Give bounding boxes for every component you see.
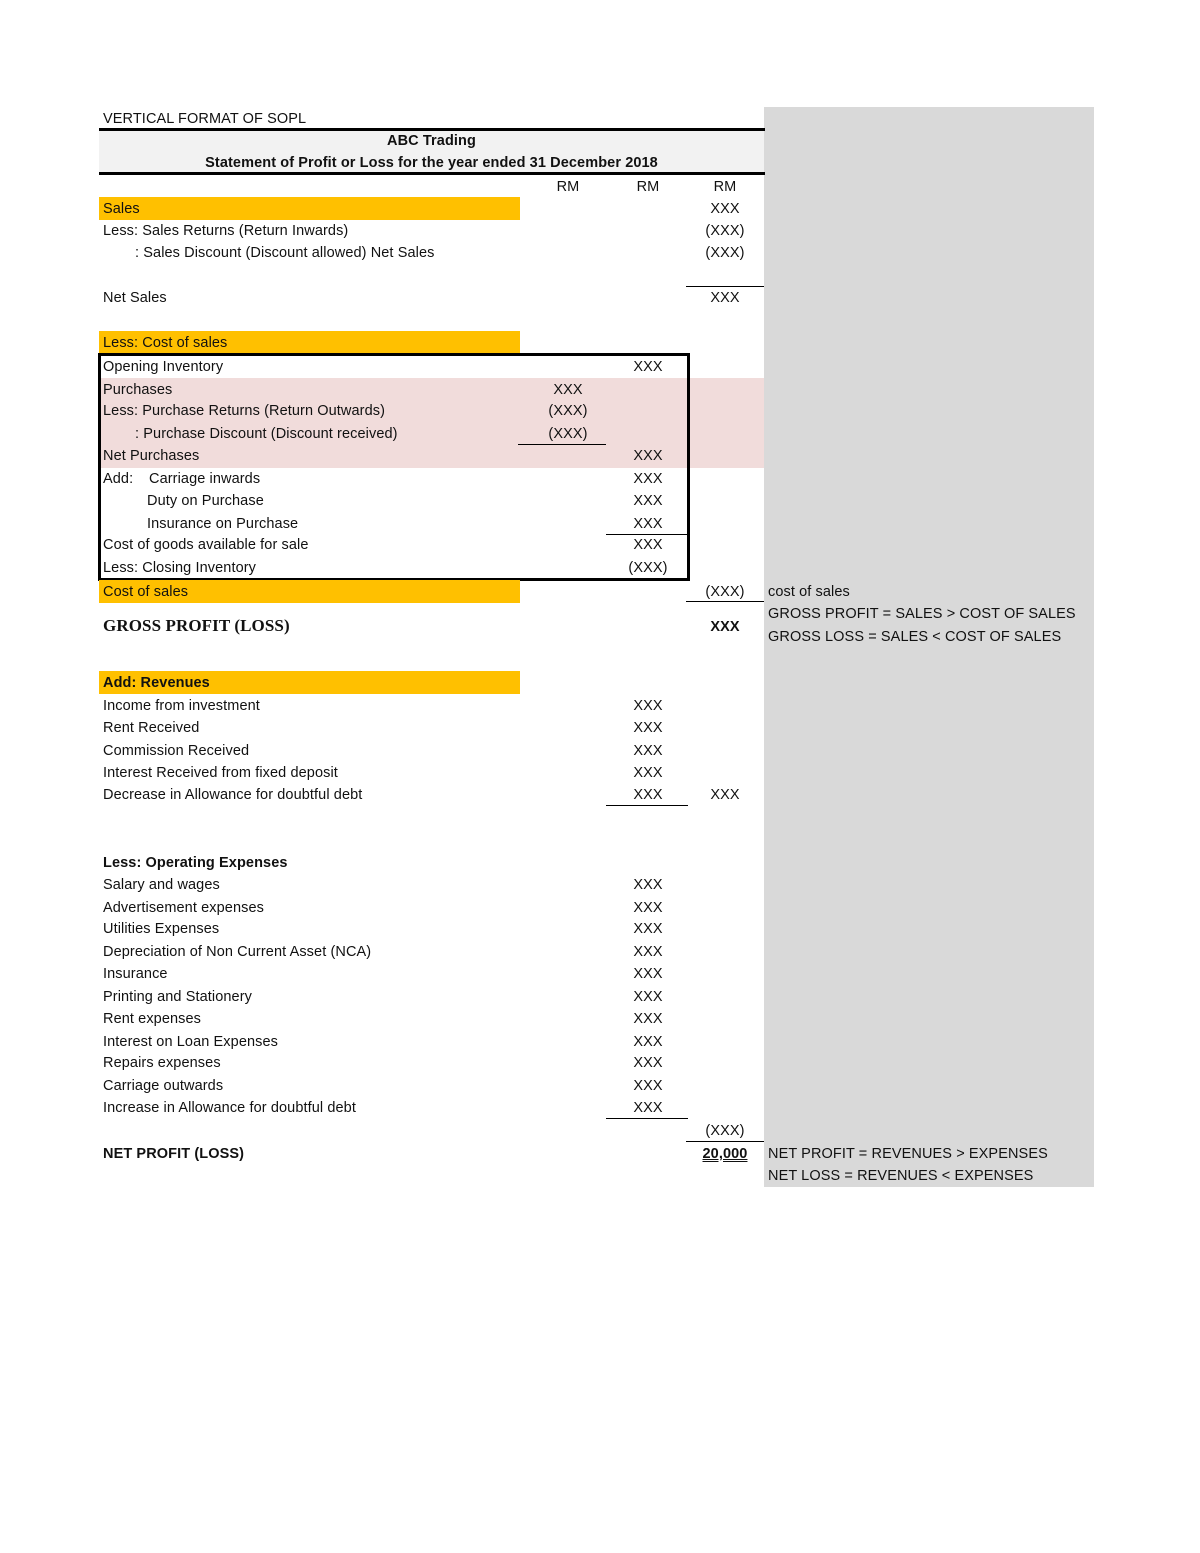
sales-discount-label: : Sales Discount (Discount allowed) Net Sales xyxy=(135,245,435,261)
duty-label: Duty on Purchase xyxy=(147,493,264,509)
opening-inventory-value: XXX xyxy=(633,359,663,375)
expense-item-value: XXX xyxy=(633,989,663,1005)
expense-item-value: XXX xyxy=(633,944,663,960)
gross-profit-label: GROSS PROFIT (LOSS) xyxy=(103,616,290,635)
expense-item-value: XXX xyxy=(633,966,663,982)
carriage-inwards-value: XXX xyxy=(633,471,663,487)
expense-item-value: XXX xyxy=(633,1055,663,1071)
expenses-header: Less: Operating Expenses xyxy=(103,855,288,871)
expenses-total: (XXX) xyxy=(705,1123,745,1139)
expense-item-label: Printing and Stationery xyxy=(103,989,252,1005)
company-name: ABC Trading xyxy=(387,133,476,149)
purchases-label: Purchases xyxy=(103,382,173,398)
expense-item-label: Carriage outwards xyxy=(103,1078,224,1094)
currency-header-3: RM xyxy=(713,179,737,195)
cost-of-sales-header: Less: Cost of sales xyxy=(103,335,228,351)
purchase-returns-label: Less: Purchase Returns (Return Outwards) xyxy=(103,403,386,419)
revenue-item-value: XXX xyxy=(633,787,663,803)
expense-item-value: XXX xyxy=(633,1100,663,1116)
statement-title: Statement of Profit or Loss for the year ended 31 December 2018 xyxy=(205,155,658,171)
revenue-item-label: Income from investment xyxy=(103,698,260,714)
revenues-rule xyxy=(606,805,688,806)
net-profit-rule xyxy=(686,1141,764,1142)
net-profit-value: 20,000 xyxy=(702,1146,748,1162)
net-sales-value: XXX xyxy=(710,290,740,306)
revenues-total: XXX xyxy=(710,787,740,803)
revenue-item-label: Interest Received from fixed deposit xyxy=(103,765,338,781)
expense-item-label: Salary and wages xyxy=(103,877,220,893)
closing-inventory-label: Less: Closing Inventory xyxy=(103,560,257,576)
revenue-item-label: Commission Received xyxy=(103,743,250,759)
gross-profit-value: XXX xyxy=(710,619,740,635)
expense-item-value: XXX xyxy=(633,877,663,893)
note-gross-loss: GROSS LOSS = SALES < COST OF SALES xyxy=(768,629,1062,645)
cost-of-sales-label: Cost of sales xyxy=(103,584,189,600)
expense-item-label: Utilities Expenses xyxy=(103,921,220,937)
sales-returns-label: Less: Sales Returns (Return Inwards) xyxy=(103,223,349,239)
note-net-loss: NET LOSS = REVENUES < EXPENSES xyxy=(768,1168,1034,1184)
notes-panel xyxy=(764,107,1094,1187)
revenue-item-value: XXX xyxy=(633,698,663,714)
currency-header-1: RM xyxy=(556,179,580,195)
expenses-rule xyxy=(606,1118,688,1119)
revenue-item-label: Rent Received xyxy=(103,720,200,736)
net-profit-label: NET PROFIT (LOSS) xyxy=(103,1146,245,1162)
expense-item-label: Depreciation of Non Current Asset (NCA) xyxy=(103,944,372,960)
sales-discount-value: (XXX) xyxy=(705,245,745,261)
revenue-item-value: XXX xyxy=(633,720,663,736)
cost-of-sales-value: (XXX) xyxy=(705,584,745,600)
purchase-discount-rule xyxy=(518,444,606,445)
expense-item-value: XXX xyxy=(633,921,663,937)
expense-item-label: Increase in Allowance for doubtful debt xyxy=(103,1100,356,1116)
available-label: Cost of goods available for sale xyxy=(103,537,309,553)
net-sales-rule xyxy=(686,286,764,287)
purchases-value: XXX xyxy=(553,382,583,398)
net-purchases-value: XXX xyxy=(633,448,663,464)
currency-header-2: RM xyxy=(636,179,660,195)
revenues-header: Add: Revenues xyxy=(103,675,210,691)
expense-item-label: Interest on Loan Expenses xyxy=(103,1034,279,1050)
purchase-discount-label: : Purchase Discount (Discount received) xyxy=(135,426,398,442)
net-sales-label: Net Sales xyxy=(103,290,167,306)
sales-returns-value: (XXX) xyxy=(705,223,745,239)
expense-item-value: XXX xyxy=(633,900,663,916)
note-cost-of-sales: cost of sales xyxy=(768,584,850,600)
insurance-purchase-value: XXX xyxy=(633,516,663,532)
note-net-profit: NET PROFIT = REVENUES > EXPENSES xyxy=(768,1146,1048,1162)
net-purchases-label: Net Purchases xyxy=(103,448,200,464)
available-value: XXX xyxy=(633,537,663,553)
closing-inventory-value: (XXX) xyxy=(628,560,668,576)
page-heading: VERTICAL FORMAT OF SOPL xyxy=(103,111,307,127)
opening-inventory-label: Opening Inventory xyxy=(103,359,224,375)
sales-value: XXX xyxy=(710,201,740,217)
note-gross-profit: GROSS PROFIT = SALES > COST OF SALES xyxy=(768,606,1076,622)
carriage-inwards-label: Carriage inwards xyxy=(149,471,261,487)
expense-item-label: Repairs expenses xyxy=(103,1055,221,1071)
expense-item-label: Advertisement expenses xyxy=(103,900,264,916)
add-prefix: Add: xyxy=(103,471,134,487)
purchase-returns-value: (XXX) xyxy=(548,403,588,419)
sales-label: Sales xyxy=(103,201,140,217)
expense-item-value: XXX xyxy=(633,1034,663,1050)
expense-item-label: Rent expenses xyxy=(103,1011,202,1027)
revenue-item-label: Decrease in Allowance for doubtful debt xyxy=(103,787,363,803)
expense-item-label: Insurance xyxy=(103,966,168,982)
insurance-purchase-label: Insurance on Purchase xyxy=(147,516,299,532)
revenue-item-value: XXX xyxy=(633,743,663,759)
duty-value: XXX xyxy=(633,493,663,509)
expense-item-value: XXX xyxy=(633,1011,663,1027)
revenue-item-value: XXX xyxy=(633,765,663,781)
sales-highlight xyxy=(99,197,520,220)
expense-item-value: XXX xyxy=(633,1078,663,1094)
purchase-discount-value: (XXX) xyxy=(548,426,588,442)
